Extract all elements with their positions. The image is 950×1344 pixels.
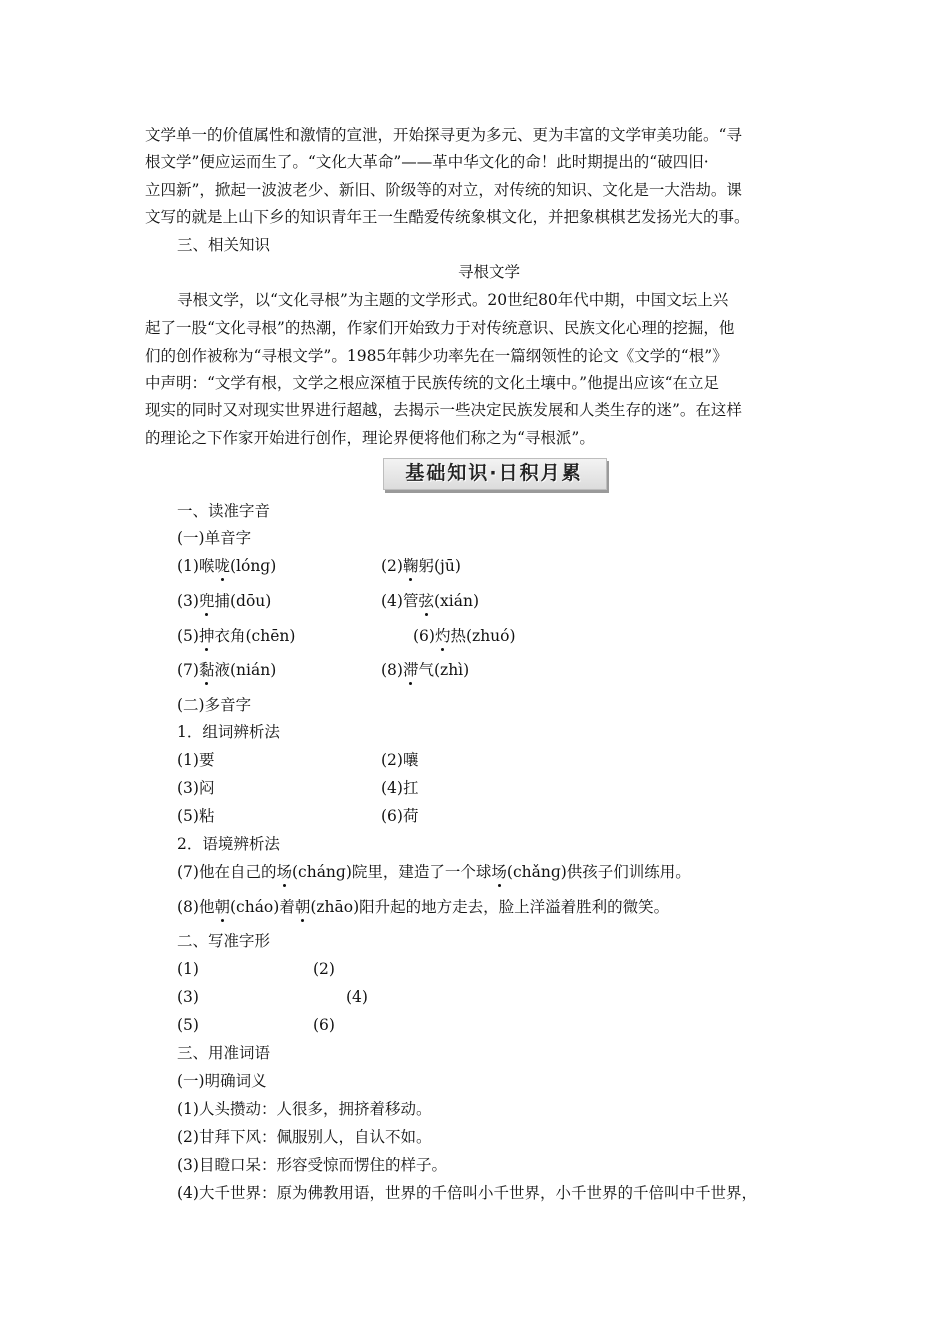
- pron-item-6: (6)灼热(zhuó): [413, 627, 516, 645]
- related-line-5: 现实的同时又对现实世界进行超越，去揭示一些决定民族发展和人类生存的迷”。在这样: [145, 401, 742, 419]
- multi-item-3: (3)闷: [177, 779, 215, 797]
- writing-item-6: (6): [313, 1016, 335, 1034]
- multi-item-4: (4)扛: [381, 779, 419, 797]
- definition-1: (1)人头攒动：人很多，拥挤着移动。: [177, 1100, 432, 1118]
- writing-item-4: (4): [346, 988, 368, 1006]
- pron-heading: 一、读准字音: [177, 502, 271, 520]
- writing-item-2: (2): [313, 960, 335, 978]
- multi-item-6: (6)荷: [381, 807, 419, 825]
- single-sound-heading: (一)单音字: [177, 529, 252, 547]
- related-line-4: 中声明：“文学有根，文学之根应深植于民族传统的文化土壤中。”他提出应该“在立足: [145, 374, 720, 392]
- related-title: 寻根文学: [458, 263, 521, 281]
- multi-item-2: (2)嚷: [381, 751, 419, 769]
- pron-item-8: (8)滞气(zhì): [381, 661, 470, 679]
- writing-item-1: (1): [177, 960, 199, 978]
- intro-line-2: 根文学”便应运而生了。“文化大革命”——革中华文化的命！此时期提出的“破四旧·: [145, 153, 709, 171]
- words-heading: 三、用准词语: [177, 1044, 271, 1062]
- related-line-2: 起了一股“文化寻根”的热潮，作家们开始致力于对传统意识、民族文化心理的挖掘，他: [145, 319, 735, 337]
- multi-item-5: (5)粘: [177, 807, 215, 825]
- definition-3: (3)目瞪口呆：形容受惊而愣住的样子。: [177, 1156, 447, 1174]
- intro-line-4: 文写的就是上山下乡的知识青年王一生酷爱传统象棋文化，并把象棋棋艺发扬光大的事。: [145, 208, 750, 226]
- multi-sound-heading: (二)多音字: [177, 696, 252, 714]
- banner-title: 基础知识·日积月累: [405, 462, 583, 484]
- method-2-heading: 2．语境辨析法: [177, 835, 280, 853]
- related-line-1: 寻根文学，以“文化寻根”为主题的文学形式。20世纪80年代中期，中国文坛上兴: [177, 291, 729, 309]
- pron-item-1: (1)喉咙(lónɡ): [177, 557, 277, 575]
- definition-2: (2)甘拜下风：佩服别人，自认不如。: [177, 1128, 432, 1146]
- method-1-heading: 1．组词辨析法: [177, 723, 280, 741]
- pron-item-2: (2)鞠躬(jū): [381, 557, 461, 575]
- pron-item-4: (4)管弦(xián): [381, 592, 480, 610]
- related-line-3: 们的创作被称为“寻根文学”。1985年韩少功率先在一篇纲领性的论文《文学的“根”》: [145, 347, 728, 365]
- context-sentence-8: (8)他朝(cháo)着朝(zhāo)阳升起的地方走去，脸上洋溢着胜利的微笑。: [177, 898, 670, 916]
- related-line-6: 的理论之下作家开始进行创作，理论界便将他们称之为“寻根派”。: [145, 429, 595, 447]
- context-sentence-7: (7)他在自己的场(chánɡ)院里，建造了一个球场(chǎnɡ)供孩子们训练用。: [177, 863, 691, 881]
- intro-line-1: 文学单一的价值属性和激情的宣泄，开始探寻更为多元、更为丰富的文学审美功能。“寻: [145, 126, 742, 144]
- writing-item-5: (5): [177, 1016, 199, 1034]
- definition-4: (4)大千世界：原为佛教用语，世界的千倍叫小千世界，小千世界的千倍叫中千世界，: [177, 1184, 757, 1202]
- pron-item-5: (5)抻衣角(chēn): [177, 627, 296, 645]
- pron-item-3: (3)兜捕(dōu): [177, 592, 272, 610]
- related-heading: 三、相关知识: [177, 236, 271, 254]
- writing-item-3: (3): [177, 988, 199, 1006]
- section-banner: [383, 458, 605, 492]
- multi-item-1: (1)要: [177, 751, 215, 769]
- pron-item-7: (7)黏液(nián): [177, 661, 277, 679]
- meaning-heading: (一)明确词义: [177, 1072, 267, 1090]
- intro-line-3: 立四新”，掀起一波波老少、新旧、阶级等的对立，对传统的知识、文化是一大浩劫。课: [145, 181, 742, 199]
- writing-heading: 二、写准字形: [177, 932, 271, 950]
